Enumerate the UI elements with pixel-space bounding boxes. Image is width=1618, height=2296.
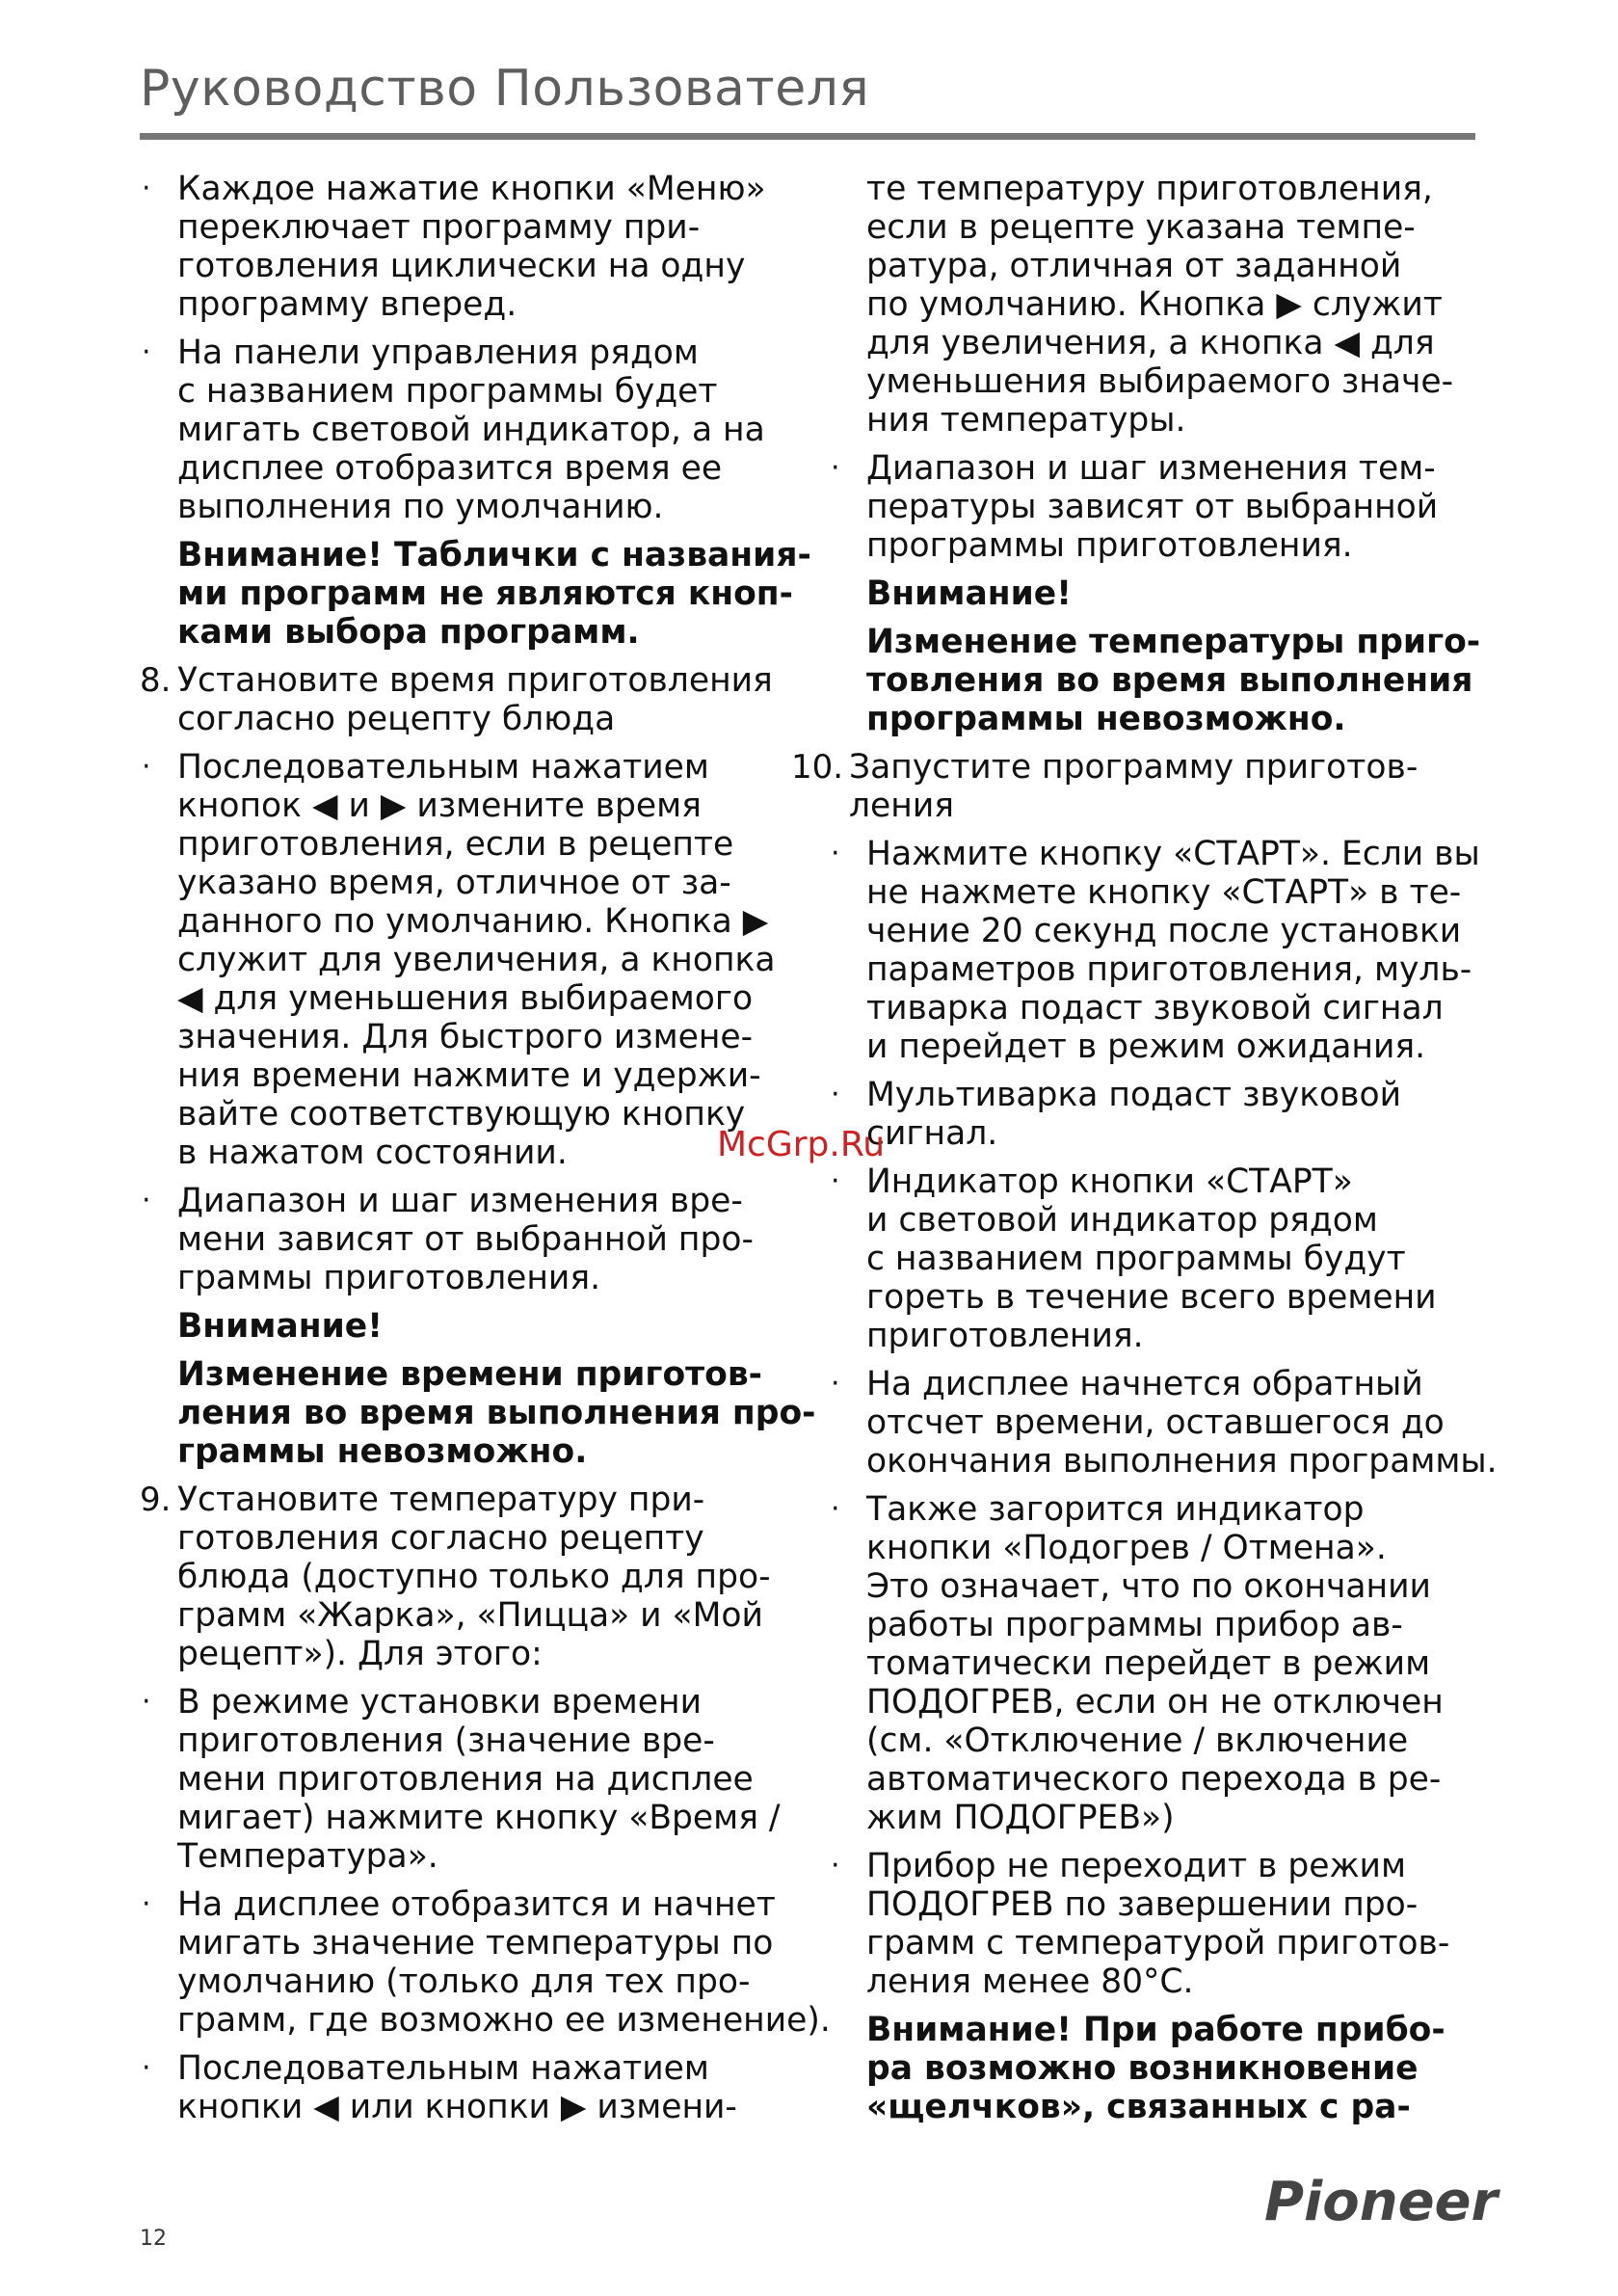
step-text [177,661,814,738]
text-line: рецепт»). Для этого: [177,1635,543,1673]
text-line: На дисплее отобразится и начнет [177,1885,776,1924]
header-rule [140,133,1475,140]
text-line: На дисплее начнется обратный [866,1365,1423,1403]
bullet-item [829,1847,1484,2001]
step-number: 10. [791,748,844,787]
text-line: программы невозможно. [866,700,1346,738]
text-line: Также загорится индикатор [866,1490,1365,1529]
text-line: ния времени нажмите и удержи- [177,1056,761,1095]
step-number: 8. [140,661,172,700]
bullet-marker: · [142,2051,151,2085]
text-line: кнопки ◀ или кнопки ▶ измени- [177,2088,737,2126]
text-line: Внимание! При работе прибо- [866,2011,1446,2049]
bullet-marker: · [142,1685,151,1719]
text-line: В режиме установки времени [177,1683,703,1722]
bullet-text [177,170,814,324]
text-line: ками выбора программ. [177,613,640,652]
text-line: (см. «Отключение / включение [866,1722,1409,1760]
text-line: Мультиварка подаст звуковой [866,1076,1401,1114]
step-text [177,1481,814,1673]
bullet-item [140,1885,831,2040]
text-line: значения. Для быстрого измене- [177,1018,754,1056]
bullet-item [829,1490,1484,1837]
text-line: кнопок ◀ и ▶ измените время [177,787,702,825]
text-line: готовления согласно рецепту [177,1519,704,1558]
text-line: для увеличения, а кнопка ◀ для [866,324,1435,362]
warning-note [140,1355,814,1471]
bullet-marker: · [831,1164,840,1198]
bullet-marker: · [831,1078,840,1111]
text-line: Температура». [177,1837,438,1876]
text-line: Внимание! Таблички с названия- [177,536,811,574]
step-number: 9. [140,1481,172,1519]
text-line: отсчет времени, оставшегося до [866,1403,1445,1442]
text-line: Запустите программу приготов- [849,748,1419,787]
text-line: мигает) нажмите кнопку «Время / [177,1799,781,1837]
page-number: 12 [140,2227,167,2251]
text-line: мени приготовления на дисплее [177,1760,754,1799]
text-line: блюда (доступно только для про- [177,1558,771,1596]
bullet-marker: · [831,1367,840,1401]
bullet-marker: · [831,1492,840,1526]
page-title: Руководство Пользователя [140,60,870,118]
text-line: в нажатом состоянии. [177,1134,568,1172]
bullet-marker: · [142,750,151,784]
text-line: ления менее 80°С. [866,1962,1194,2001]
text-line: ПОДОГРЕВ по завершении про- [866,1885,1419,1924]
text-line: параметров приготовления, муль- [866,950,1472,989]
warning-note [829,623,1484,738]
text-line: граммы приготовления. [177,1259,601,1297]
text-line: ми программ не являются кноп- [177,574,793,613]
bullet-marker: · [831,837,840,870]
text-line: автоматического перехода в ре- [866,1760,1442,1799]
bullet-marker: · [142,1887,151,1921]
text-line: данного по умолчанию. Кнопка ▶ [177,902,769,941]
bullet-marker: · [142,335,151,369]
text-line: не нажмете кнопку «СТАРТ» в те- [866,873,1462,912]
bullet-marker: · [831,1849,840,1882]
text-line: согласно рецепту блюда [177,700,616,738]
text-line: «щелчков», связанных с ра- [866,2088,1411,2126]
text-line: мигать значение температуры по [177,1924,774,1962]
bullet-item [829,1076,1484,1153]
bullet-text [866,835,1484,1066]
text-line: Последовательным нажатием [177,748,709,787]
text-line: Каждое нажатие кнопки «Меню» [177,170,766,208]
bullet-text [177,2049,814,2126]
text-line: Диапазон и шаг изменения вре- [177,1182,743,1220]
text-line: служит для увеличения, а кнопка [177,941,776,979]
watermark-text: McGrp.Ru [717,1125,886,1164]
text-line: томатически перейдет в режим [866,1644,1431,1683]
text-line: приготовления, если в рецепте [177,825,734,864]
bullet-item [829,1365,1498,1481]
bullet-item [140,2049,814,2126]
text-line: мени зависят от выбранной про- [177,1220,754,1259]
text-line: окончания выполнения программы. [866,1442,1498,1481]
text-line: умолчанию (только для тех про- [177,1962,751,2001]
step-8 [140,661,814,738]
text-line: Установите время приготовления [177,661,773,700]
text-line: приготовления. [866,1317,1144,1355]
text-line: грамм с температурой приготов- [866,1924,1450,1962]
text-line: с названием программы будут [866,1240,1406,1278]
text-line: указано время, отличное от за- [177,864,731,902]
text-line: программу вперед. [177,285,517,324]
text-line: если в рецепте указана темпе- [866,208,1416,247]
text-line: кнопки «Подогрев / Отмена». [866,1529,1387,1567]
bullet-text [866,449,1484,565]
text-line: выполнения по умолчанию. [177,488,664,526]
text-line: и световой индикатор рядом [866,1201,1378,1240]
warning-note [829,2011,1484,2126]
text-line: ◀ для уменьшения выбираемого [177,979,754,1018]
text-line: Нажмите кнопку «СТАРТ». Если вы [866,835,1480,873]
text-line: гореть в течение всего времени [866,1278,1437,1317]
bullet-text [177,1182,814,1297]
bullet-item [829,449,1484,565]
bullet-item [140,1182,814,1297]
text-line: жим ПОДОГРЕВ») [866,1799,1175,1837]
text-line: Прибор не переходит в режим [866,1847,1406,1885]
text-line: переключает программу при- [177,208,701,247]
warning-title: Внимание! [177,1307,383,1346]
bullet-text [177,1683,814,1876]
step-10 [791,748,1484,825]
text-line: ПОДОГРЕВ, если он не отключен [866,1683,1444,1722]
text-line: ления во время выполнения про- [177,1394,816,1432]
bullet-marker: · [831,451,840,485]
warning-note [140,536,814,652]
text-line: Это означает, что по окончании [866,1567,1431,1606]
text-line: работы программы прибор ав- [866,1606,1403,1644]
text-line: грамм «Жарка», «Пицца» и «Мой [177,1596,763,1635]
bullet-text [866,1076,1484,1153]
text-line: Диапазон и шаг изменения тем- [866,449,1436,488]
text-line: с названием программы будет [177,372,718,411]
text-line: Установите температуру при- [177,1481,705,1519]
bullet-text [177,334,814,526]
text-line: товления во время выполнения [866,661,1473,700]
bullet-text [177,1885,831,2040]
continued-text [829,170,1484,440]
step-text [829,748,1484,825]
text-line: дисплее отобразится время ее [177,449,723,488]
bullet-marker: · [142,1184,151,1217]
text-line: На панели управления рядом [177,334,699,372]
text-line: пературы зависят от выбранной [866,488,1439,526]
text-line: приготовления (значение вре- [177,1722,715,1760]
text-line: ления [849,787,955,825]
text-line: ра возможно возникновение [866,2049,1419,2088]
text-line: сигнал. [866,1114,998,1153]
text-line: граммы невозможно. [177,1432,588,1471]
bullet-item [140,334,814,526]
bullet-text [866,1490,1484,1837]
bullet-text [866,1365,1498,1481]
brand-logo: Pioneer [1264,2171,1499,2233]
bullet-item [140,748,814,1172]
bullet-text [177,748,814,1172]
text-line: тиварка подаст звуковой сигнал [866,989,1444,1028]
text-line: Изменение времени приготов- [177,1355,763,1394]
text-line: Последовательным нажатием [177,2049,709,2088]
text-line: готовления циклически на одну [177,247,746,285]
step-9 [140,1481,814,1673]
text-line: по умолчанию. Кнопка ▶ служит [866,285,1443,324]
bullet-item [829,1162,1484,1355]
warning-title: Внимание! [866,574,1072,613]
text-line: ратура, отличная от заданной [866,247,1402,285]
bullet-text [866,1162,1484,1355]
bullet-item [140,170,814,324]
text-line: и перейдет в режим ожидания. [866,1028,1426,1066]
text-line: Изменение температуры приго- [866,623,1481,661]
text-line: вайте соответствующую кнопку [177,1095,746,1134]
text-line: программы приготовления. [866,526,1353,565]
text-line: чение 20 секунд после установки [866,912,1462,950]
text-line: те температуру приготовления, [866,170,1433,208]
bullet-text [866,170,1484,440]
text-line: мигать световой индикатор, а на [177,411,765,449]
text-line: ния температуры. [866,401,1186,440]
bullet-item [140,1683,814,1876]
bullet-item [829,835,1484,1066]
bullet-marker: · [142,172,151,205]
bullet-text [866,1847,1484,2001]
text-line: грамм, где возможно ее изменение). [177,2001,831,2040]
text-line: Индикатор кнопки «СТАРТ» [866,1162,1353,1201]
text-line: уменьшения выбираемого значе- [866,362,1454,401]
